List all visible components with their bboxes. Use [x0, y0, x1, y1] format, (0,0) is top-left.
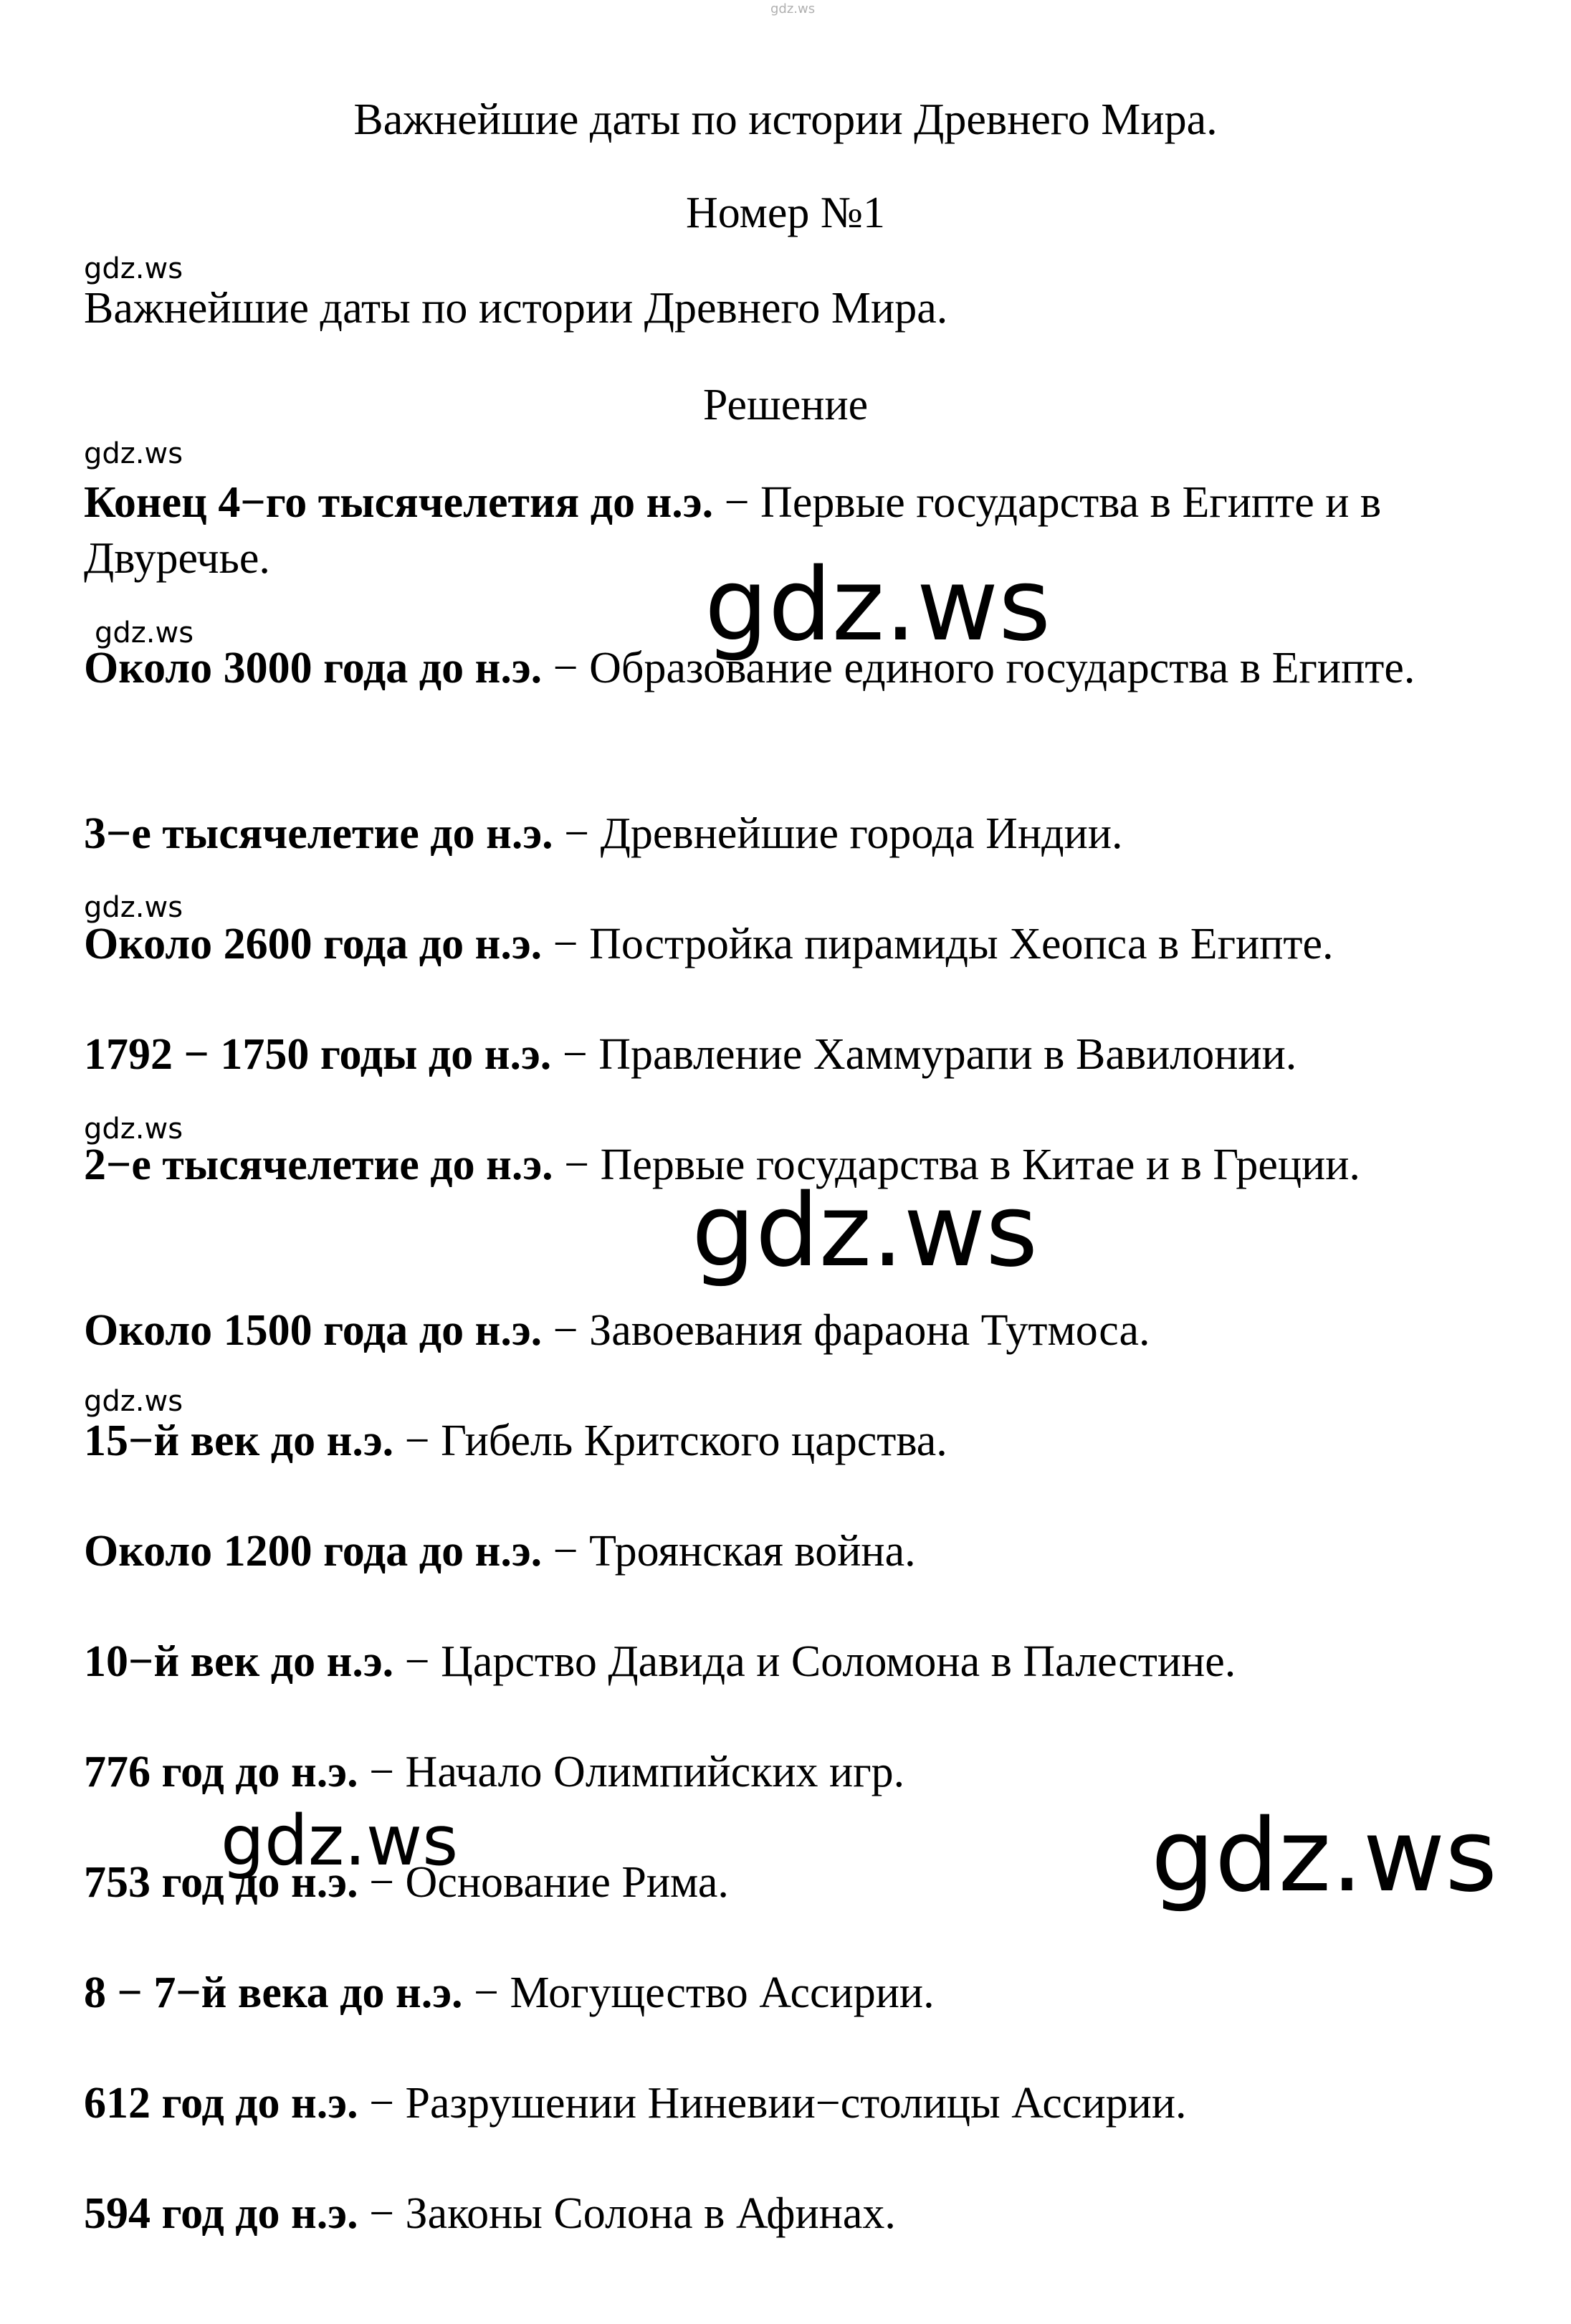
watermark-small: gdz.ws	[84, 1113, 183, 1146]
solution-heading: Решение	[702, 381, 869, 429]
entry-event: − Разрушении Ниневии−столицы Ассирии.	[358, 2079, 1187, 2128]
entry-date: 594 год до н.э.	[84, 2189, 358, 2238]
watermark-big: gdz.ws	[1151, 1798, 1498, 1915]
watermark-top: gdz.ws	[770, 1, 816, 16]
entry-event: − Первые государства в Китае и в Греции.	[553, 1140, 1360, 1189]
date-entry	[84, 1413, 1510, 1469]
entry-event: − Начало Олимпийских игр.	[358, 1748, 905, 1796]
entry-event: − Троянская война.	[542, 1527, 916, 1576]
entry-event: − Завоевания фараона Тутмоса.	[542, 1306, 1150, 1355]
date-entry	[84, 1027, 1510, 1082]
task-text: Важнейшие даты по истории Древнего Мира.	[84, 284, 948, 333]
entry-date: 8 − 7−й века до н.э.	[84, 1968, 463, 2017]
entry-event: − Могущество Ассирии.	[462, 1968, 935, 2017]
entry-date: 15−й век до н.э.	[84, 1416, 394, 1465]
entry-date: 2−е тысячелетие до н.э.	[84, 1140, 553, 1189]
entry-date: Около 2600 года до н.э.	[84, 920, 543, 968]
entry-event: − Гибель Критского царства.	[393, 1416, 947, 1465]
watermark-big: gdz.ws	[705, 547, 1051, 664]
watermark-small: gdz.ws	[84, 437, 183, 470]
date-entry	[84, 1523, 1510, 1579]
watermark-medium: gdz.ws	[221, 1801, 459, 1881]
entry-date: Около 3000 года до н.э.	[84, 644, 543, 692]
entry-date: 612 год до н.э.	[84, 2079, 358, 2128]
date-entry	[84, 1854, 1510, 1910]
date-entry	[84, 1965, 1510, 2021]
watermark-small: gdz.ws	[84, 891, 183, 924]
watermark-small: gdz.ws	[84, 252, 183, 285]
entry-event: − Царство Давида и Соломона в Палестине.	[393, 1637, 1236, 1686]
date-entry	[84, 1744, 1510, 1800]
entry-date: Конец 4−го тысячелетия до н.э.	[84, 478, 714, 527]
entry-event: − Основание Рима.	[358, 1858, 729, 1907]
date-entry	[84, 916, 1510, 972]
task-number: Номер №1	[685, 189, 885, 237]
date-entry	[84, 475, 1510, 586]
date-entry	[84, 2075, 1510, 2131]
entry-event: − Образование единого государства в Египте.	[542, 644, 1415, 692]
date-entry	[84, 1137, 1510, 1193]
watermark-small: gdz.ws	[95, 616, 194, 649]
entry-date: 753 год до н.э.	[84, 1858, 358, 1907]
watermark-big: gdz.ws	[692, 1173, 1038, 1290]
date-entry	[84, 2186, 1510, 2242]
entry-date: 3−е тысячелетие до н.э.	[84, 809, 553, 858]
date-entry	[84, 640, 1510, 696]
page-title: Важнейшие даты по истории Древнего Мира.	[353, 95, 1218, 144]
entry-date: 776 год до н.э.	[84, 1748, 358, 1796]
watermark-small: gdz.ws	[84, 1385, 183, 1418]
entry-event: − Правление Хаммурапи в Вавилонии.	[551, 1030, 1297, 1079]
entry-event: − Постройка пирамиды Хеопса в Египте.	[542, 920, 1334, 968]
entry-event: − Законы Солона в Афинах.	[358, 2189, 896, 2238]
entry-date: Около 1200 года до н.э.	[84, 1527, 543, 1576]
entry-date: 1792 − 1750 годы до н.э.	[84, 1030, 552, 1079]
entry-date: 10−й век до н.э.	[84, 1637, 394, 1686]
entry-event: − Древнейшие города Индии.	[553, 809, 1123, 858]
date-entry	[84, 1303, 1510, 1358]
entry-date: Около 1500 года до н.э.	[84, 1306, 543, 1355]
date-entry	[84, 1634, 1510, 1690]
date-entry	[84, 806, 1510, 862]
entry-event: − Первые государства в Египте и в Двуречье.	[84, 478, 1382, 583]
